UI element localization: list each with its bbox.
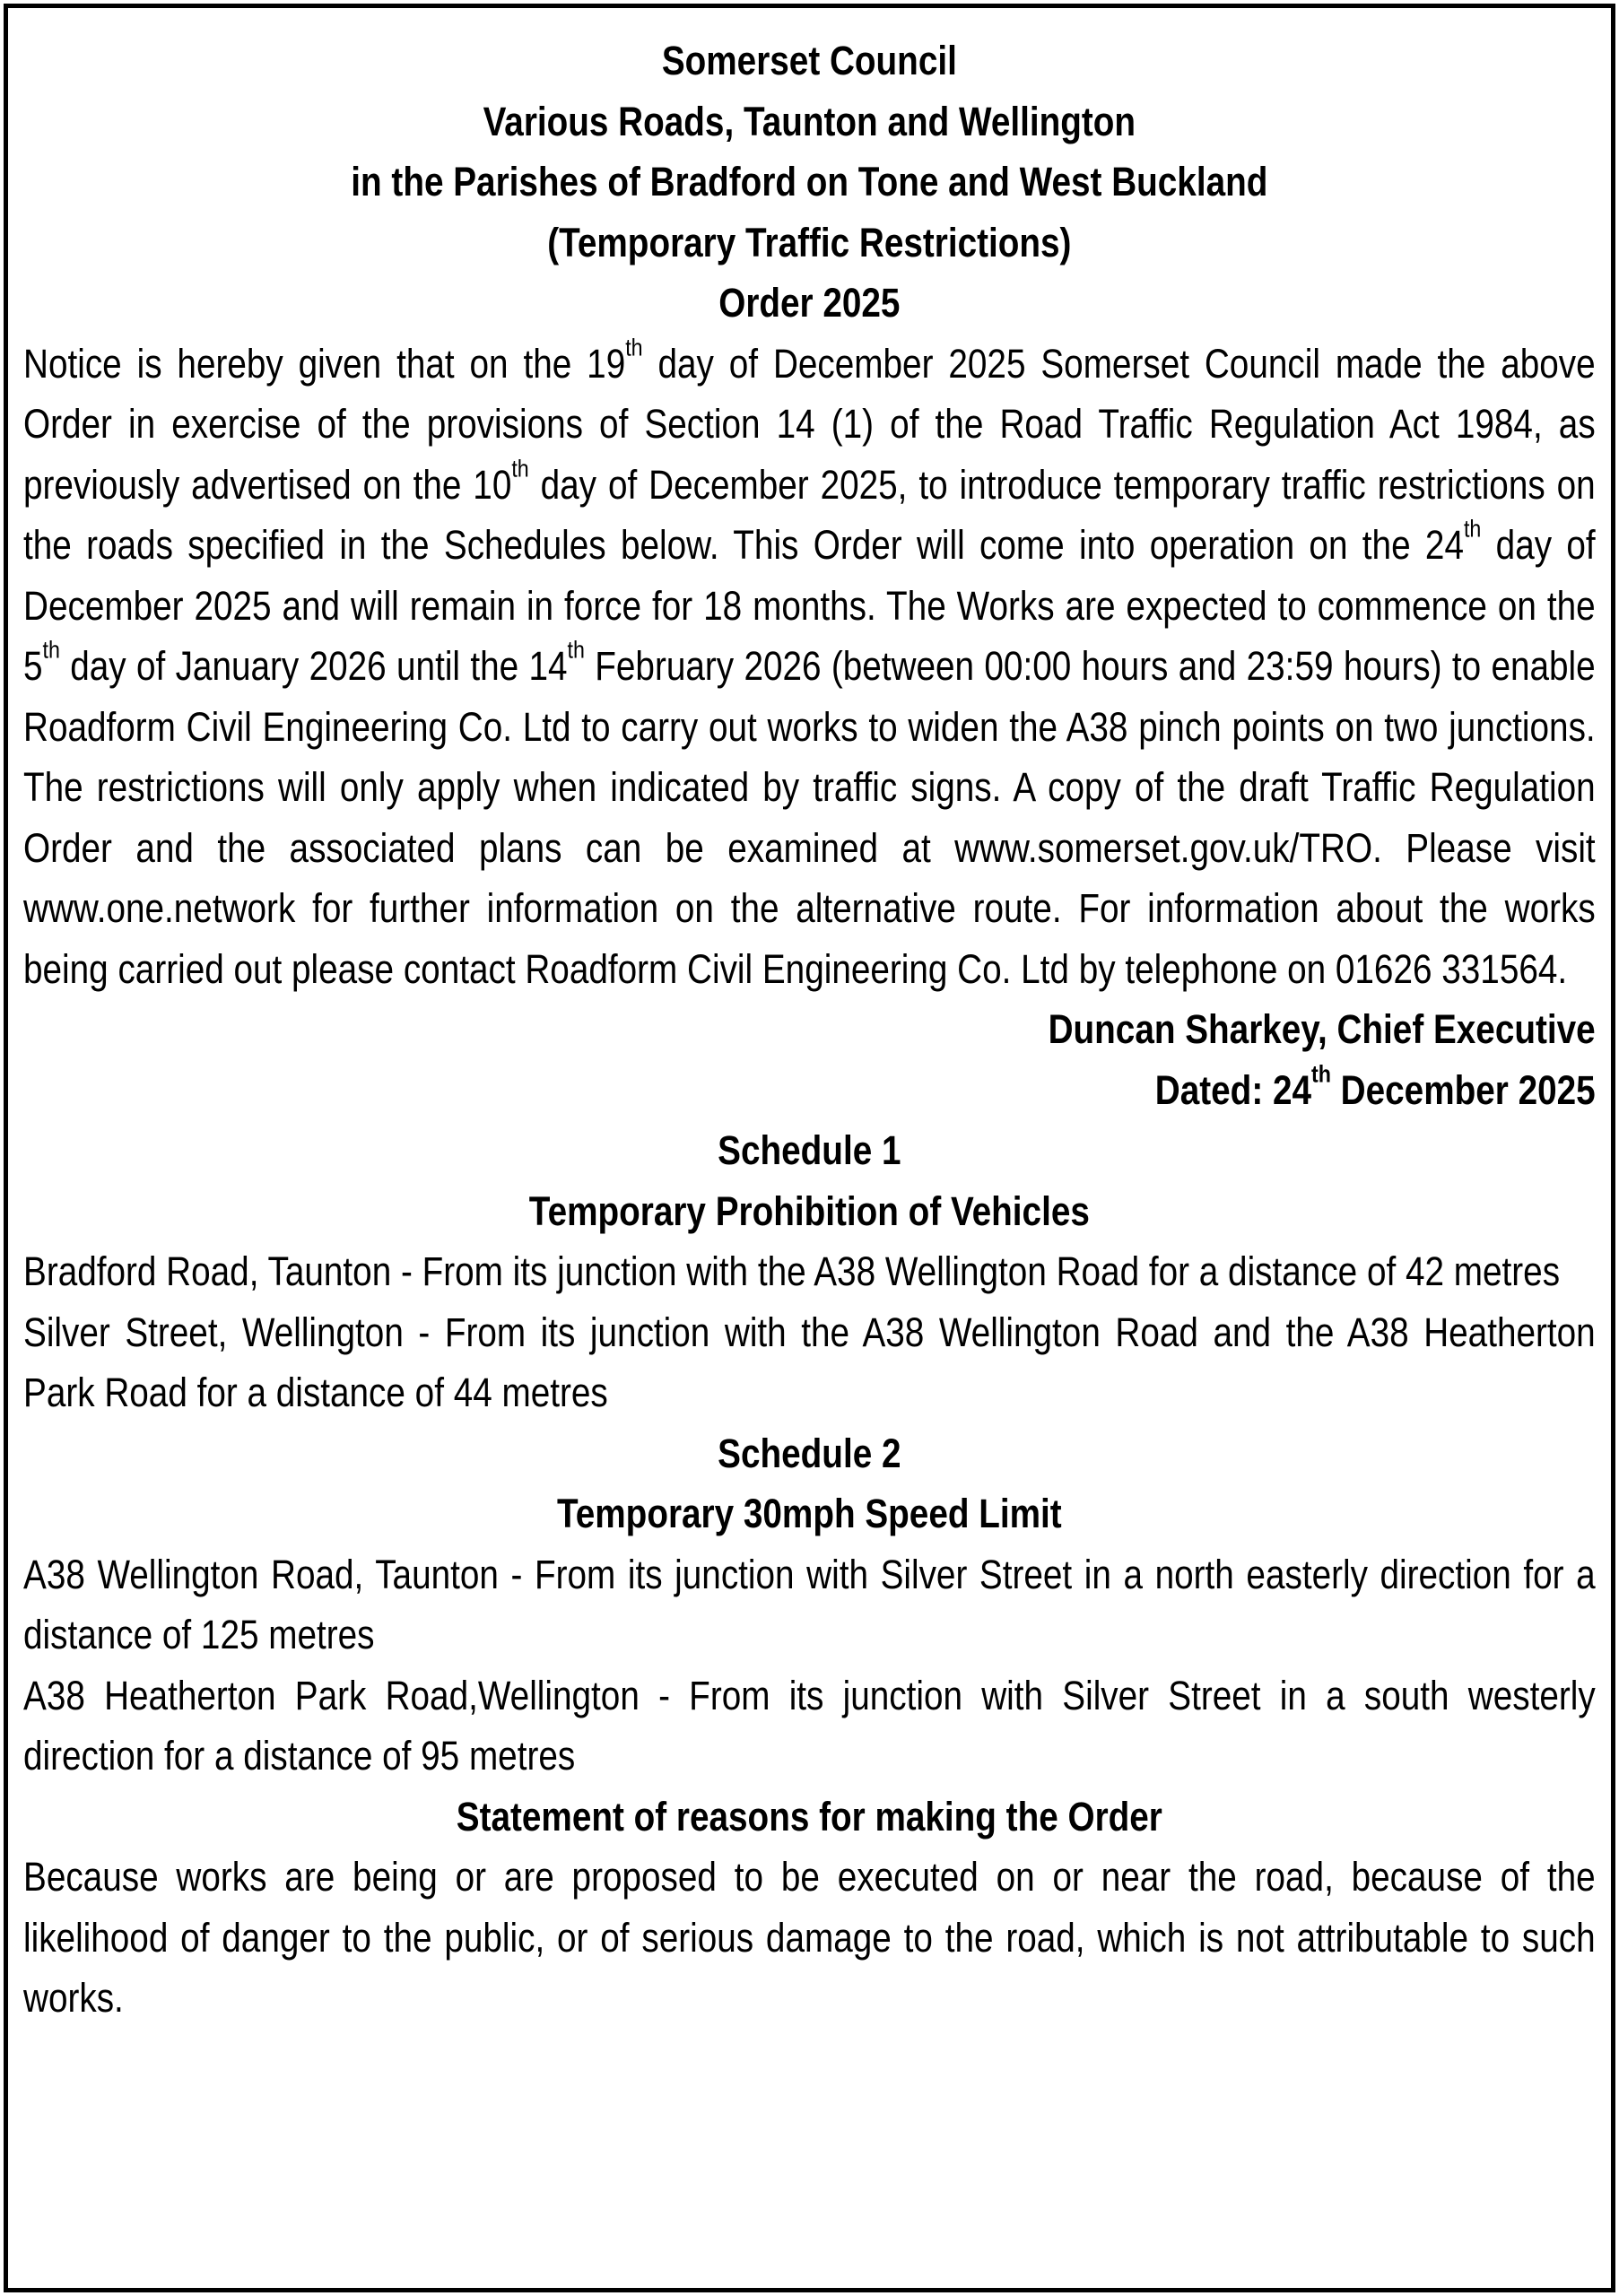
dated-prefix: Dated: 24	[1154, 1066, 1312, 1113]
notice-sup-2: th	[511, 455, 529, 483]
notice-sup-5: th	[567, 636, 585, 664]
notice-text-5: day of January 2026 until the 14	[59, 643, 568, 689]
notice-paragraph	[23, 334, 1596, 1000]
notice-text-3: day of December 2025, to introduce temporary traffic restrictions on the roads specified in the Schedules below. This Order will come into operation on the 24	[23, 461, 1596, 568]
notice-text-6: February 2026 (between 00:00 hours and 23:59 hours) to enable Roadform Civil Engineering Co. Ltd to carry out works to widen the A38 pinch points on two junctions. The restrictions will only apply when indicated by traffic signs. A copy of the draft Traffic Regulation Order and the associated plans can be examined at www.somerset.gov.uk/TRO. Please visit www.one.network for further information on the alternative route. For information about the works being carried out please contact Roadform Civil Engineering Co. Ltd by telephone on 01626 331564.	[23, 643, 1596, 992]
dated-line	[23, 1060, 1596, 1121]
order-title-roads: Various Roads, Taunton and Wellington	[483, 98, 1136, 144]
schedule-2-item: A38 Heatherton Park Road,Wellington - From its junction with Silver Street in a south westerly direction for a distance of 95 metres	[23, 1672, 1596, 1779]
order-title-parishes: in the Parishes of Bradford on Tone and West Buckland	[351, 159, 1268, 204]
order-title-year: Order 2025	[718, 280, 901, 326]
notice-text-2: day of December 2025 Somerset Council made the above Order in exercise of the provisions of Section 14 (1) of the Road Traffic Regulation Act 1984, as previously advertised on the 10	[23, 340, 1596, 508]
dated-sup: th	[1311, 1060, 1331, 1088]
notice-sup-4: th	[42, 636, 60, 664]
council-name: Somerset Council	[661, 38, 957, 83]
schedule-2-title: Schedule 2	[718, 1430, 901, 1476]
public-notice	[23, 30, 1596, 2029]
schedule-1-item: Silver Street, Wellington - From its junction with the A38 Wellington Road and the A38 Heatherton Park Road for a distance of 44 metres	[23, 1309, 1596, 1415]
schedule-1-title: Schedule 1	[718, 1127, 901, 1173]
schedule-2-subtitle: Temporary 30mph Speed Limit	[556, 1491, 1062, 1536]
notice-sup-3: th	[1463, 515, 1482, 543]
schedule-1-item: Bradford Road, Taunton - From its junction with the A38 Wellington Road for a distance of 42 metres	[23, 1248, 1561, 1294]
schedule-1-subtitle: Temporary Prohibition of Vehicles	[528, 1187, 1090, 1234]
notice-sup-1: th	[625, 334, 643, 361]
signatory-name: Duncan Sharkey, Chief Executive	[1048, 1006, 1596, 1052]
schedule-2-item: A38 Wellington Road, Taunton - From its junction with Silver Street in a north easterly direction for a distance of 125 metres	[23, 1551, 1596, 1657]
notice-text-1: Notice is hereby given that on the 19	[23, 340, 626, 387]
order-title-type: (Temporary Traffic Restrictions)	[547, 219, 1072, 265]
reasons-text: Because works are being or are proposed to be executed on or near the road, because of the likelihood of danger to the public, or of serious damage to the road, which is not attributable to such works.	[23, 1854, 1596, 2021]
dated-suffix: December 2025	[1330, 1066, 1596, 1113]
reasons-title: Statement of reasons for making the Order	[456, 1793, 1162, 1839]
notice-text-4: day of December 2025 and will remain in force for 18 months. The Works are expected to commence on the 5	[23, 522, 1596, 689]
